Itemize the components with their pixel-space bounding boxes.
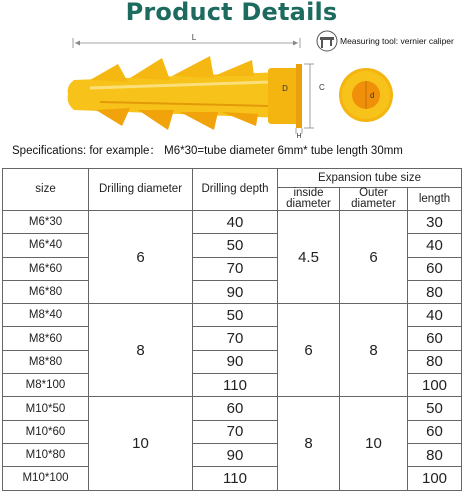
table-row — [3, 211, 462, 234]
model-cell: M6*60 — [3, 257, 89, 280]
outer-diameter-cell: 10 — [340, 397, 408, 490]
length-cell: 100 — [408, 374, 462, 397]
length-cell: 60 — [408, 257, 462, 280]
model-cell: M10*80 — [3, 443, 89, 466]
header-inside-diameter: inside diameter — [278, 188, 340, 211]
length-cell: 80 — [408, 280, 462, 303]
specification-note: Specifications: for example： M6*30=tube diameter 6mm* tube length 30mm — [12, 145, 403, 157]
label-l: L — [191, 33, 197, 42]
header-expansion-tube-size: Expansion tube size — [278, 169, 462, 188]
header-outer-diameter: Outer diameter — [340, 188, 408, 211]
drilling-diameter-cell: 8 — [89, 304, 193, 397]
drilling-diameter-cell: 10 — [89, 397, 193, 490]
label-h: H — [296, 133, 302, 140]
model-cell: M8*40 — [3, 304, 89, 327]
drilling-diameter-cell: 6 — [89, 211, 193, 304]
drilling-depth-cell: 70 — [193, 257, 278, 280]
label-d-lower: d — [370, 91, 375, 100]
vernier-caliper-icon — [317, 31, 337, 51]
length-cell: 60 — [408, 327, 462, 350]
drilling-depth-cell: 90 — [193, 280, 278, 303]
inside-diameter-cell: 4.5 — [278, 211, 340, 304]
header-size: size — [3, 169, 89, 211]
drilling-depth-cell: 50 — [193, 304, 278, 327]
length-cell: 60 — [408, 420, 462, 443]
drilling-depth-cell: 90 — [193, 443, 278, 466]
model-cell: M8*80 — [3, 350, 89, 373]
table-row — [3, 397, 462, 420]
inside-diameter-cell: 8 — [278, 397, 340, 490]
drilling-depth-cell: 90 — [193, 350, 278, 373]
measuring-tool-label: Measuring tool: vernier caliper — [340, 36, 454, 46]
drilling-depth-cell: 60 — [193, 397, 278, 420]
anchor-end-view-image — [339, 68, 393, 122]
drilling-depth-cell: 110 — [193, 467, 278, 490]
length-cell: 100 — [408, 467, 462, 490]
header-length: length — [408, 188, 462, 211]
drilling-depth-cell: 40 — [193, 211, 278, 234]
product-diagram — [0, 24, 463, 140]
header-drilling-diameter: Drilling diameter — [89, 169, 193, 211]
outer-diameter-dimension — [304, 64, 314, 128]
length-cell: 40 — [408, 234, 462, 257]
table-row — [3, 304, 462, 327]
model-cell: M10*50 — [3, 397, 89, 420]
label-d-upper: D — [282, 84, 288, 93]
model-cell: M10*60 — [3, 420, 89, 443]
size-table — [2, 168, 462, 491]
expansion-anchor-image — [68, 56, 302, 130]
inside-diameter-cell: 6 — [278, 304, 340, 397]
drilling-depth-cell: 70 — [193, 420, 278, 443]
length-cell: 40 — [408, 304, 462, 327]
drilling-depth-cell: 70 — [193, 327, 278, 350]
model-cell: M6*80 — [3, 280, 89, 303]
model-cell: M10*100 — [3, 467, 89, 490]
header-drilling-depth: Drilling depth — [193, 169, 278, 211]
outer-diameter-cell: 8 — [340, 304, 408, 397]
model-cell: M6*30 — [3, 211, 89, 234]
model-cell: M8*100 — [3, 374, 89, 397]
length-cell: 80 — [408, 350, 462, 373]
label-c: C — [319, 83, 325, 92]
drilling-depth-cell: 110 — [193, 374, 278, 397]
length-dimension-line — [73, 38, 300, 48]
page-title: Product Details — [125, 0, 338, 26]
outer-diameter-cell: 6 — [340, 211, 408, 304]
length-cell: 80 — [408, 443, 462, 466]
drilling-depth-cell: 50 — [193, 234, 278, 257]
length-cell: 30 — [408, 211, 462, 234]
model-cell: M8*60 — [3, 327, 89, 350]
length-cell: 50 — [408, 397, 462, 420]
model-cell: M6*40 — [3, 234, 89, 257]
